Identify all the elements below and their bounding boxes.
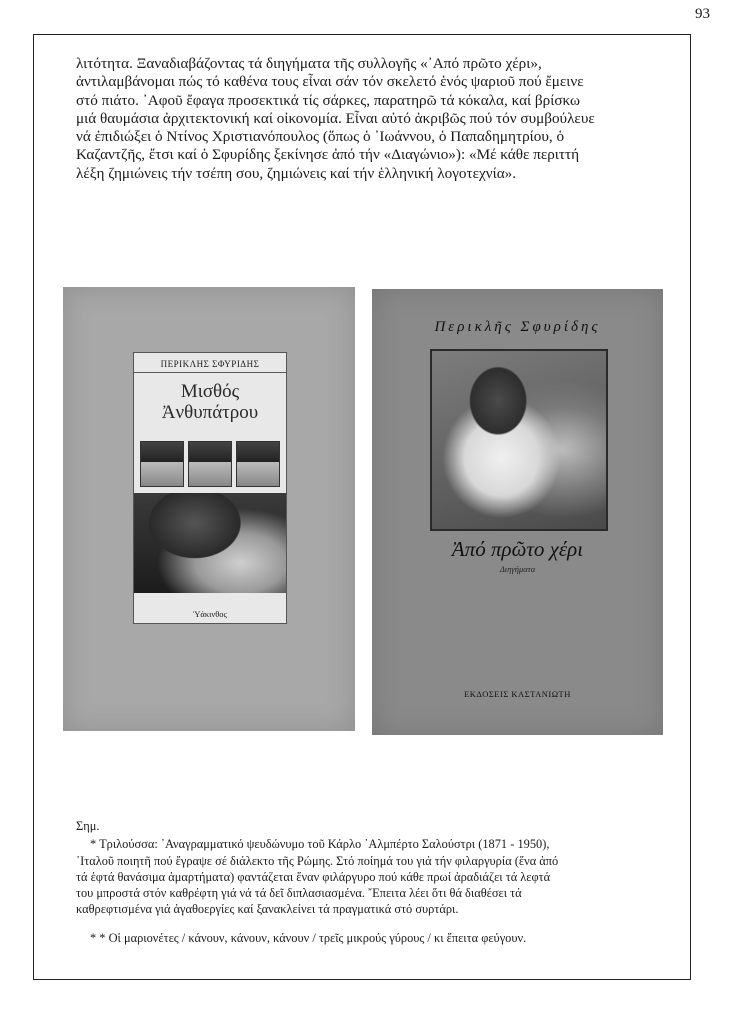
cover-author: ΠΕΡΙΚΛΗΣ ΣΦΥΡΙΔΗΣ: [134, 359, 286, 373]
cover-title: Ἀπό πρῶτο χέρι: [451, 537, 584, 561]
cover-title: [134, 381, 286, 423]
cover-subtitle: Διηγήματα: [499, 564, 536, 574]
page-number: 93: [695, 6, 710, 22]
cover-painting: [430, 349, 608, 531]
footnote-label: Σημ.: [76, 819, 100, 833]
footnote-1: [76, 836, 672, 852]
body-line: λιτότητα. Ξαναδιαβάζοντας τά διηγήματα τῆς συλλογῆς «᾿Από πρῶτο χέρι»,: [76, 55, 542, 72]
footnote-line: ᾿Ιταλοῦ ποιητῆ πού ἔγραψε σέ διάλεκτο τῆς Ρώμης. Στό ποίημά του γιά τήν φιλαργυρία (ἕνα ἀπό: [76, 853, 559, 868]
footnote-2: * * Οἱ μαριονέτες / κάνουν, κάνουν, κάνουν / τρεῖς μικρούς γύρους / κι ἔπειτα φεύγουν.: [90, 930, 527, 945]
cover-publisher: ΕΚΔΟΣΕΙΣ ΚΑΣΤΑΝΙΩΤΗ: [464, 689, 571, 699]
body-line: στό πιάτο. ᾿Αφοῦ ἔφαγα προσεκτικά τίς σάρκες, παρατηρῶ τά κόκαλα, καί βρίσκω: [76, 91, 581, 109]
body-line: λέξη ζημιώνεις τήν τσέπη σου, ζημιώνεις καί τήν ἑλληνική λογοτεχνία».: [76, 164, 517, 182]
portrait-photo: [236, 441, 280, 487]
cover-author: Περικλῆς Σφυρίδης: [434, 319, 601, 335]
footnote-line: καθρεφτισμένα γιά ἀγαθοεργίες καί ξανακλείνει τά πραγματικά στό συρτάρι.: [76, 902, 459, 917]
cover-portrait-strip: [140, 441, 280, 487]
footnote-line: του μπροστά στόν καθρέφτη γιά νά τά δεῖ διπλασιασμένα. ῎Επειτα λέει ὅτι θά διαθέσει τά: [76, 886, 522, 901]
footnote-line: τά ἑφτά θανάσιμα ἁμαρτήματα) φαντάζεται ἕναν φιλάργυρο πού κάθε πρωί ἀραδιάζει τά λεφτά: [76, 869, 551, 884]
book-cover-apo-proto-heri: [372, 289, 663, 735]
cover-panel: [133, 352, 287, 624]
book-cover-misthos-anthypatrou: [63, 287, 355, 731]
footnote-line: * Τριλούσσα: ᾿Αναγραμματικό ψευδώνυμο τοῦ Κάρλο ᾿Αλμπέρτο Σαλούστρι (1871 - 1950),: [90, 837, 550, 852]
portrait-photo: [140, 441, 184, 487]
cover-title-line: Ἀνθυπάτρου: [161, 402, 259, 423]
cover-title-line: Μισθός: [180, 381, 240, 402]
portrait-photo: [188, 441, 232, 487]
body-paragraph: [76, 55, 672, 183]
footnotes: [76, 818, 672, 946]
body-line: νά ἐπιδιώξει ὁ Ντίνος Χριστιανόπουλος (ὅπως ὁ ᾿Ιωάννου, ὁ Παπαδημητρίου, ὁ: [76, 128, 565, 146]
cover-scene-photo: [134, 493, 286, 593]
body-line: Καζαντζῆς, ἔτσι καί ὁ Σφυρίδης ξεκίνησε ἀπό τήν «Διαγώνιο»): «Μέ κάθε περιττή: [76, 146, 580, 164]
body-line: μιά θαυμάσια ἀρχιτεκτονική καί οἰκονομία. Εἶναι αὐτό ἀκριβῶς πού τόν συμβούλευε: [76, 109, 595, 127]
cover-publisher: Ὑάκινθος: [193, 609, 227, 619]
body-line: ἀντιλαμβάνομαι πώς τό καθένα τους εἶναι σάν τόν σκελετό ἑνός ψαριοῦ πού ἔμεινε: [76, 73, 584, 91]
